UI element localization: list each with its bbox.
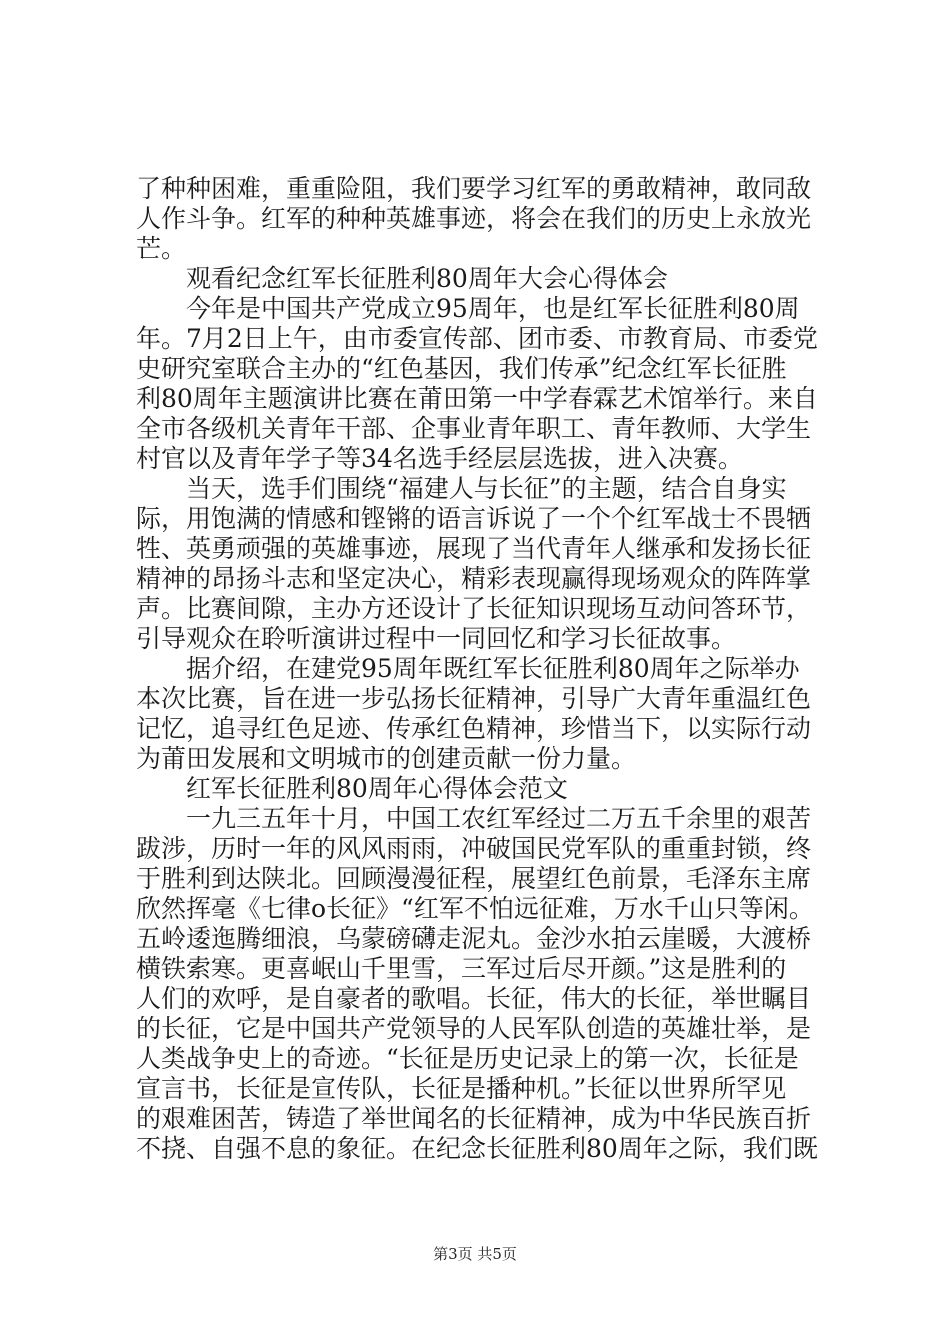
text-line: 不挠、自强不息的象征。在纪念长征胜利80周年之际，我们既 — [136, 1134, 818, 1163]
text-line: 全市各级机关青年干部、企事业青年职工、青年教师、大学生 — [136, 414, 812, 443]
text-line: 村官以及青年学子等34名选手经层层选拔，进入决赛。 — [136, 444, 743, 473]
text-line: 今年是中国共产党成立95周年，也是红军长征胜利80周 — [136, 294, 800, 323]
text-line: 年。7月2日上午，由市委宣传部、团市委、市教育局、市委党 — [136, 324, 818, 353]
text-line: 的艰难困苦，铸造了举世闻名的长征精神，成为中华民族百折 — [136, 1104, 812, 1133]
page-footer — [0, 1244, 950, 1264]
text-line: 的长征，它是中国共产党领导的人民军队创造的英雄壮举，是 — [136, 1014, 812, 1043]
text-line: 据介绍，在建党95周年既红军长征胜利80周年之际举办 — [136, 654, 800, 683]
text-line: 记忆，追寻红色足迹、传承红色精神，珍惜当下，以实际行动 — [136, 714, 812, 743]
text-line: 史研究室联合主办的“红色基因，我们传承”纪念红军长征胜 — [136, 354, 787, 383]
text-line: 人类战争史上的奇迹。“长征是历史记录上的第一次，长征是 — [136, 1044, 799, 1073]
text-line: 跋涉，历时一年的风风雨雨，冲破国民党军队的重重封锁，终 — [136, 834, 812, 863]
section-heading: 红军长征胜利80周年心得体会范文 — [136, 774, 568, 803]
text-line: 人们的欢呼，是自豪者的歌唱。长征，伟大的长征，举世瞩目 — [136, 984, 812, 1013]
text-line: 人作斗争。红军的种种英雄事迹，将会在我们的历史上永放光 — [136, 204, 812, 233]
text-line: 牲、英勇顽强的英雄事迹，展现了当代青年人继承和发扬长征 — [136, 534, 812, 563]
document-body — [136, 174, 836, 1164]
text-line: 芒。 — [136, 234, 187, 263]
text-line: 声。比赛间隙，主办方还设计了长征知识现场互动问答环节， — [136, 594, 812, 623]
text-line: 引导观众在聆听演讲过程中一同回忆和学习长征故事。 — [136, 624, 737, 653]
text-line: 五岭逶迤腾细浪，乌蒙磅礴走泥丸。金沙水拍云崖暖，大渡桥 — [136, 924, 812, 953]
section-heading: 观看纪念红军长征胜利80周年大会心得体会 — [136, 264, 668, 293]
text-line: 横铁索寒。更喜岷山千里雪，三军过后尽开颜。”这是胜利的 — [136, 954, 787, 983]
text-line: 了种种困难，重重险阻，我们要学习红军的勇敢精神，敢同敌 — [136, 174, 812, 203]
text-line: 欣然挥毫《七律o长征》“红军不怕远征难，万水千山只等闲。 — [136, 894, 814, 923]
page-number: 第3页 共5页 — [433, 1245, 517, 1263]
text-line: 为莆田发展和文明城市的创建贡献一份力量。 — [136, 744, 637, 773]
text-line: 利80周年主题演讲比赛在莆田第一中学春霖艺术馆举行。来自 — [136, 384, 818, 413]
text-line: 精神的昂扬斗志和坚定决心，精彩表现赢得现场观众的阵阵掌 — [136, 564, 812, 593]
text-line: 际，用饱满的情感和铿锵的语言诉说了一个个红军战士不畏牺 — [136, 504, 812, 533]
text-line: 本次比赛，旨在进一步弘扬长征精神，引导广大青年重温红色 — [136, 684, 812, 713]
text-line: 当天，选手们围绕“福建人与长征”的主题，结合自身实 — [136, 474, 787, 503]
text-line: 于胜利到达陕北。回顾漫漫征程，展望红色前景，毛泽东主席 — [136, 864, 812, 893]
text-line: 宣言书，长征是宣传队，长征是播种机。”长征以世界所罕见 — [136, 1074, 787, 1103]
text-line: 一九三五年十月，中国工农红军经过二万五千余里的艰苦 — [136, 804, 812, 833]
